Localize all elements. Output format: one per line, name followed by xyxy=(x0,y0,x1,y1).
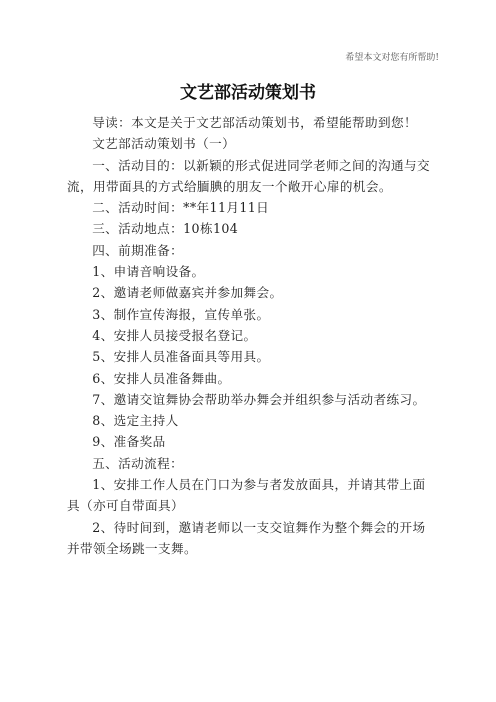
list-item: 9、准备奖品 xyxy=(92,434,166,450)
list-item: 2、邀请老师做嘉宾并参加舞会。 xyxy=(92,285,283,301)
list-item: 1、申请音响设备。 xyxy=(92,264,205,280)
document-title: 文艺部活动策划书 xyxy=(180,83,316,103)
list-item: 2、待时间到，邀请老师以一支交谊舞作为整个舞会的开场并带领全场跳一支舞。 xyxy=(67,519,426,556)
list-item: 8、选定主持人 xyxy=(92,413,179,429)
list-item: 3、制作宣传海报，宣传单张。 xyxy=(92,306,270,322)
paragraph-purpose: 一、活动目的：以新颖的形式促进同学老师之间的沟通与交流，用带面具的方式给腼腆的朋友一个敞开心扉的机会。 xyxy=(67,157,431,194)
list-item: 5、安排人员准备面具等用具。 xyxy=(92,349,270,365)
document-body xyxy=(67,112,431,559)
paragraph-prep-heading: 四、前期准备： xyxy=(92,242,184,258)
list-item: 6、安排人员准备舞曲。 xyxy=(92,370,231,386)
header-note: 希望本文对您有所帮助! xyxy=(345,53,439,63)
list-item: 4、安排人员接受报名登记。 xyxy=(92,327,257,343)
list-item: 1、安排工作人员在门口为参与者发放面具，并请其带上面具（亦可自带面具） xyxy=(67,477,426,514)
paragraph-time: 二、活动时间：**年11月11日 xyxy=(92,200,270,216)
paragraph-intro: 导读：本文是关于文艺部活动策划书，希望能帮助到您！ xyxy=(92,115,418,130)
paragraph-flow-heading: 五、活动流程： xyxy=(92,455,184,471)
list-item: 7、邀请交谊舞协会帮助举办舞会并组织参与活动者练习。 xyxy=(92,391,426,407)
paragraph-subtitle: 文艺部活动策划书（一） xyxy=(92,136,236,152)
paragraph-location: 三、活动地点：10栋104 xyxy=(92,221,239,237)
